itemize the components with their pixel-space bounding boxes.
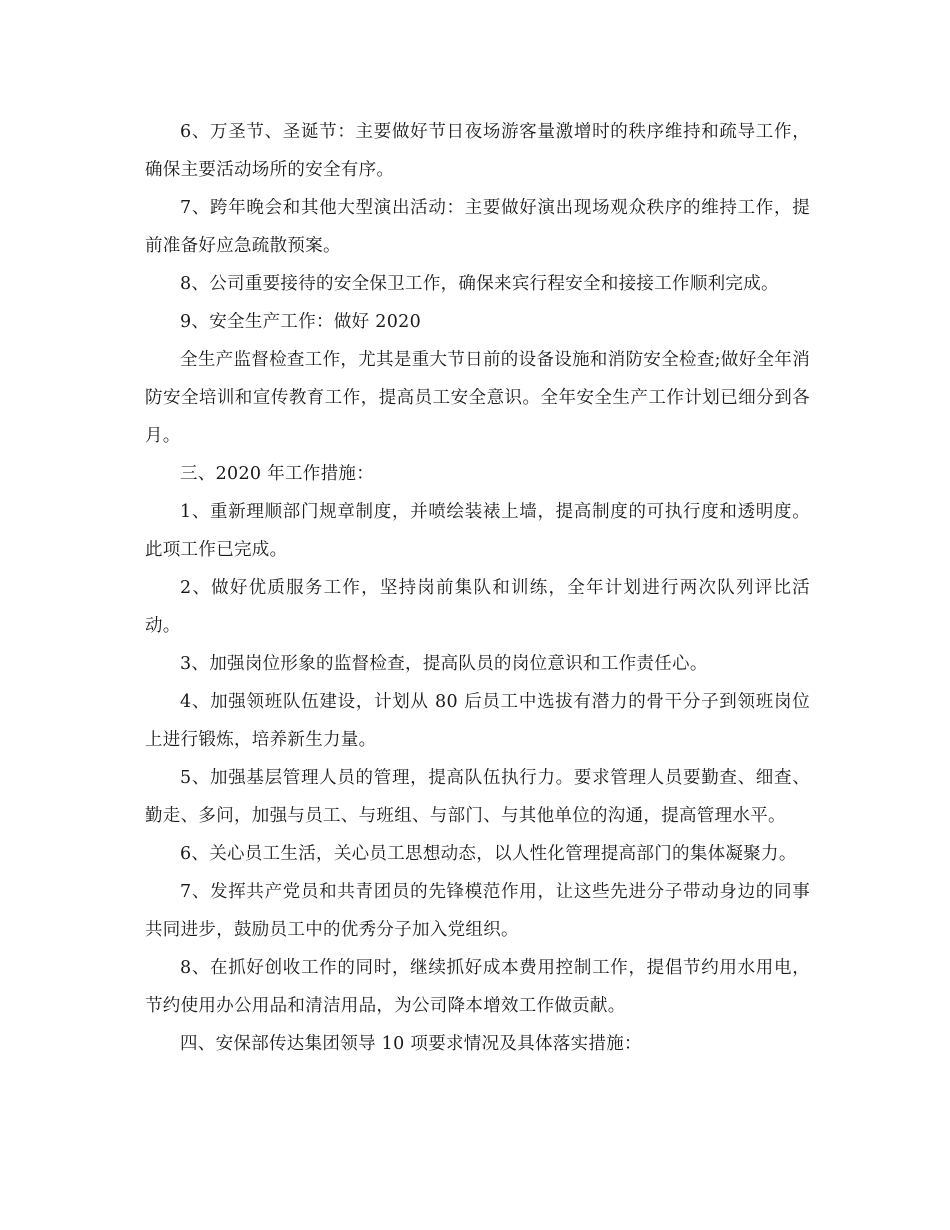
section-heading-requirements: 四、安保部传达集团领导 10 项要求情况及具体落实措施： — [180, 1034, 642, 1054]
paragraph-measure-8: 8、在抓好创收工作的同时，继续抓好成本费用控制工作，提倡节约用水用电，节约使用办公用品和清洁用品，为公司降本增效工作做贡献。 — [145, 958, 810, 1016]
paragraph-measure-3: 3、加强岗位形象的监督检查，提高队员的岗位意识和工作责任心。 — [180, 654, 708, 674]
paragraph-measure-5: 5、加强基层管理人员的管理，提高队伍执行力。要求管理人员要勤查、细查、勤走、多问，加强与员工、与班组、与部门、与其他单位的沟通，提高管理水平。 — [145, 768, 810, 826]
paragraph-measure-2: 2、做好优质服务工作，坚持岗前集队和训练，全年计划进行两次队列评比活动。 — [145, 578, 810, 636]
paragraph-measure-1: 1、重新理顺部门规章制度，并喷绘装裱上墙，提高制度的可执行度和透明度。此项工作已完成。 — [145, 502, 810, 560]
paragraph-safety-production: 9、安全生产工作：做好 2020 — [180, 312, 422, 332]
document-body — [145, 113, 810, 1063]
paragraph-measure-6: 6、关心员工生活，关心员工思想动态，以人性化管理提高部门的集体凝聚力。 — [180, 844, 797, 864]
paragraph-new-year-gala: 7、跨年晚会和其他大型演出活动：主要做好演出现场观众秩序的维持工作，提前准备好应急疏散预案。 — [145, 198, 810, 256]
paragraph-measure-4: 4、加强领班队伍建设，计划从 80 后员工中选拔有潜力的骨干分子到领班岗位上进行锻炼，培养新生力量。 — [145, 692, 810, 750]
paragraph-halloween-christmas: 6、万圣节、圣诞节：主要做好节日夜场游客量激增时的秩序维持和疏导工作，确保主要活动场所的安全有序。 — [145, 122, 810, 180]
paragraph-reception-security: 8、公司重要接待的安全保卫工作，确保来宾行程安全和接接工作顺利完成。 — [180, 274, 779, 294]
paragraph-safety-inspection: 全生产监督检查工作，尤其是重大节日前的设备设施和消防安全检查;做好全年消防安全培训和宣传教育工作，提高员工安全意识。全年安全生产工作计划已细分到各月。 — [145, 350, 810, 446]
section-heading-measures: 三、2020 年工作措施： — [180, 464, 374, 484]
paragraph-measure-7: 7、发挥共产党员和共青团员的先锋模范作用，让这些先进分子带动身边的同事共同进步，鼓励员工中的优秀分子加入党组织。 — [145, 882, 810, 940]
